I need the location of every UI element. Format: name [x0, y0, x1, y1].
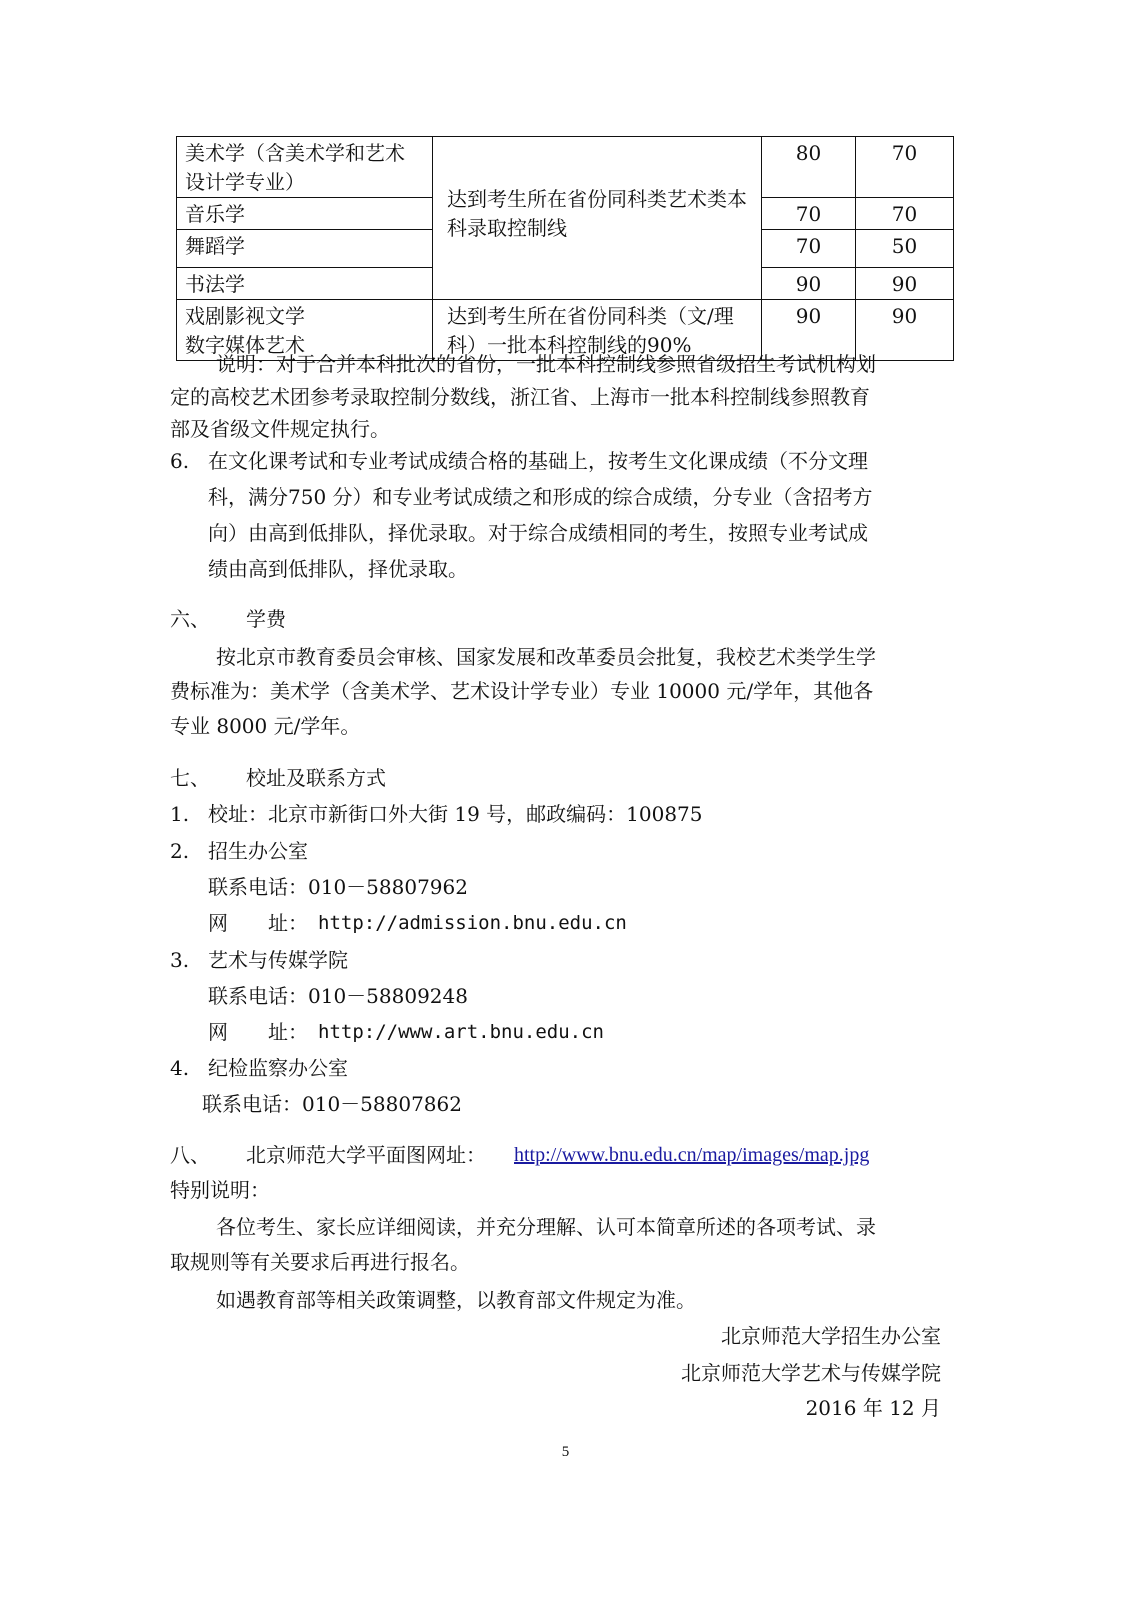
- item-number: 1.: [170, 802, 190, 826]
- paragraph-line: 各位考生、家长应详细阅读，并充分理解、认可本简章所述的各项考试、录: [216, 1215, 876, 1239]
- score-cell: 80: [762, 137, 856, 198]
- major-cell: 舞蹈学: [177, 230, 433, 268]
- section-number: 六、: [170, 607, 210, 631]
- paragraph-line: 如遇教育部等相关政策调整，以教育部文件规定为准。: [216, 1288, 696, 1312]
- item-number: 6.: [170, 449, 190, 473]
- score-cell: 70: [856, 198, 954, 230]
- note-line: 定的高校艺术团参考录取控制分数线，浙江省、上海市一批本科控制线参照教育: [170, 385, 870, 409]
- score-table: [176, 136, 954, 361]
- item-number: 3.: [170, 948, 190, 972]
- score-cell: 70: [762, 230, 856, 268]
- paragraph-line: 按北京市教育委员会审核、国家发展和改革委员会批复，我校艺术类学生学: [216, 645, 876, 669]
- condition-cell: 达到考生所在省份同科类（文/理科）一批本科控制线的90%: [433, 300, 762, 361]
- section-number: 七、: [170, 766, 210, 790]
- note-line: 部及省级文件规定执行。: [170, 417, 390, 441]
- score-cell: 90: [856, 268, 954, 300]
- web-address: http://www.art.bnu.edu.cn: [318, 1021, 604, 1043]
- paragraph-line: 专业 8000 元/学年。: [170, 714, 361, 738]
- item6-line: 绩由高到低排队，择优录取。: [208, 557, 468, 581]
- contact-title: 艺术与传媒学院: [208, 948, 348, 972]
- table-row: [177, 137, 954, 198]
- signature-school: 北京师范大学艺术与传媒学院: [681, 1361, 941, 1385]
- paragraph-line: 取规则等有关要求后再进行报名。: [170, 1250, 470, 1274]
- phone-line: 联系电话：010－58807862: [202, 1092, 462, 1116]
- score-cell: 90: [762, 268, 856, 300]
- address-line: 校址：北京市新街口外大街 19 号，邮政编码：100875: [208, 802, 703, 826]
- item6-line: 在文化课考试和专业考试成绩合格的基础上，按考生文化课成绩（不分文理: [208, 449, 868, 473]
- item-number: 2.: [170, 839, 190, 863]
- map-link[interactable]: http://www.bnu.edu.cn/map/images/map.jpg: [514, 1144, 870, 1166]
- page-number: 5: [561, 1444, 570, 1460]
- item-number: 4.: [170, 1056, 190, 1080]
- section-number: 八、: [170, 1143, 210, 1167]
- signature-date: 2016 年 12 月: [805, 1396, 941, 1420]
- section-title: 北京师范大学平面图网址：: [246, 1143, 486, 1167]
- score-cell: 50: [856, 230, 954, 268]
- contact-title: 纪检监察办公室: [208, 1056, 348, 1080]
- contact-title: 招生办公室: [208, 839, 308, 863]
- score-cell: 70: [856, 137, 954, 198]
- signature-office: 北京师范大学招生办公室: [721, 1324, 941, 1348]
- web-label: 网 址：: [208, 911, 308, 935]
- section-title: 校址及联系方式: [246, 766, 386, 790]
- web-address: http://admission.bnu.edu.cn: [318, 912, 627, 934]
- web-label: 网 址：: [208, 1020, 308, 1044]
- paragraph-line: 费标准为：美术学（含美术学、艺术设计学专业）专业 10000 元/学年，其他各: [170, 679, 874, 703]
- phone-line: 联系电话：010－58807962: [208, 875, 468, 899]
- major-cell: 美术学（含美术学和艺术设计学专业）: [177, 137, 433, 198]
- special-title: 特别说明：: [170, 1178, 270, 1202]
- section-title: 学费: [246, 607, 286, 631]
- major-cell: 书法学: [177, 268, 433, 300]
- major-cell: 音乐学: [177, 198, 433, 230]
- note-line: 说明：对于合并本科批次的省份，一批本科控制线参照省级招生考试机构划: [216, 352, 876, 376]
- score-cell: 90: [856, 300, 954, 361]
- phone-line: 联系电话：010－58809248: [208, 984, 468, 1008]
- item6-line: 科，满分750 分）和专业考试成绩之和形成的综合成绩，分专业（含招考方: [208, 485, 873, 509]
- score-cell: 90: [762, 300, 856, 361]
- major-cell: 戏剧影视文学 数字媒体艺术: [177, 300, 433, 361]
- condition-cell: 达到考生所在省份同科类艺术类本科录取控制线: [433, 137, 762, 300]
- score-cell: 70: [762, 198, 856, 230]
- item6-line: 向）由高到低排队，择优录取。对于综合成绩相同的考生，按照专业考试成: [208, 521, 868, 545]
